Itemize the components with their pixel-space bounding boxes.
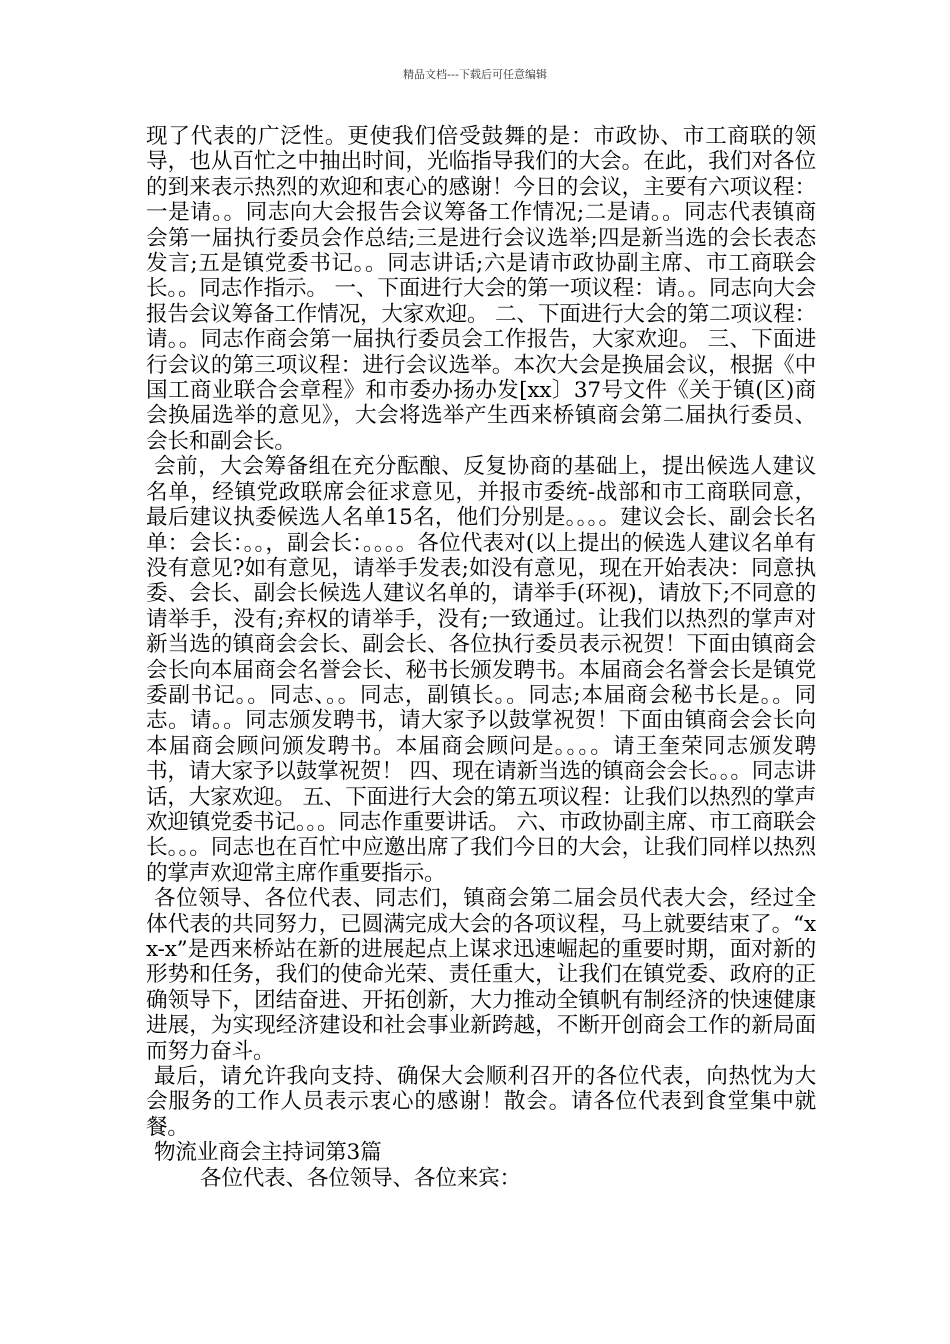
paragraph: 现了代表的广泛性。更使我们倍受鼓舞的是：市政协、市工商联的领导，也从百忙之中抽出时间，光临指导我们的大会。在此，我们对各位的到来表示热烈的欢迎和衷心的感谢！今日的会议，主要有六项议程：一是请。。同志向大会报告会议筹备工作情况;二是请。。同志代表镇商会第一届执行委员会作总结;三是进行会议选举;四是新当选的会长表态发言;五是镇党委书记。。同志讲话;六是请市政协副主席、市工商联会长。。同志作指示。 一、下面进行大会的第一项议程：请。。同志向大会报告会议筹备工作情况，大家欢迎。 二、下面进行大会的第二项议程：请。。同志作商会第一届执行委员会工作报告，大家欢迎。 三、下面进行会议的第三项议程：进行会议选举。本次大会是换届会议，根据《中国工商业联合会章程》和市委办扬办发[xx〕37号文件《关于镇(区)商会换届选举的意见》，大会将选举产生西来桥镇商会第二届执行委员、会长和副会长。 [146, 124, 816, 454]
paragraph: 最后，请允许我向支持、确保大会顺利召开的各位代表，向热忱为大会服务的工作人员表示衷心的感谢！散会。请各位代表到食堂集中就餐。 [146, 1064, 816, 1140]
salutation-line: 各位代表、各位领导、各位来宾： [200, 1165, 521, 1191]
section-title: 物流业商会主持词第3篇 [154, 1140, 382, 1166]
paragraph: 各位领导、各位代表、同志们，镇商会第二届会员代表大会，经过全体代表的共同努力，已圆满完成大会的各项议程，马上就要结束了。“xx-x”是西来桥站在新的进展起点上谋求迅速崛起的重要时期，面对新的形势和任务，我们的使命光荣、责任重大，让我们在镇党委、政府的正确领导下，团结奋进、开拓创新，大力推动全镇帆有制经济的快速健康进展，为实现经济建设和社会事业新跨越，不断开创商会工作的新局面而努力奋斗。 [146, 886, 816, 1064]
paragraph: 会前，大会筹备组在充分酝酿、反复协商的基础上，提出候选人建议名单，经镇党政联席会征求意见，并报市委统-战部和市工商联同意，最后建议执委候选人名单15名，他们分别是。。。。建议会长、副会长名单：会长：。。，副会长：。。。。各位代表对(以上提出的候选人建议名单有没有意见?如有意见，请举手发表;如没有意见，现在开始表决：同意执委、会长、副会长候选人建议名单的，请举手(环视)，请放下;不同意的请举手，没有;弃权的请举手，没有;一致通过。让我们以热烈的掌声对新当选的镇商会会长、副会长、各位执行委员表示祝贺！下面由镇商会会长向本届商会名誉会长、秘书长颁发聘书。本届商会名誉会长是镇党委副书记。。同志、。。同志，副镇长。。同志;本届商会秘书长是。。同志。请。。同志颁发聘书，请大家予以鼓掌祝贺！下面由镇商会会长向本届商会顾问颁发聘书。本届商会顾问是。。。。请王奎荣同志颁发聘书，请大家予以鼓掌祝贺！ 四、现在请新当选的镇商会会长。。。同志讲话，大家欢迎。 五、下面进行大会的第五项议程：让我们以热烈的掌声欢迎镇党委书记。。。同志作重要讲话。 六、市政协副主席、市工商联会长。。。同志也在百忙中应邀出席了我们今日的大会，让我们同样以热烈的掌声欢迎常主席作重要指示。 [146, 454, 816, 886]
document-body [146, 124, 816, 1191]
page-header: 精品文档---下载后可任意编辑 [403, 68, 547, 81]
